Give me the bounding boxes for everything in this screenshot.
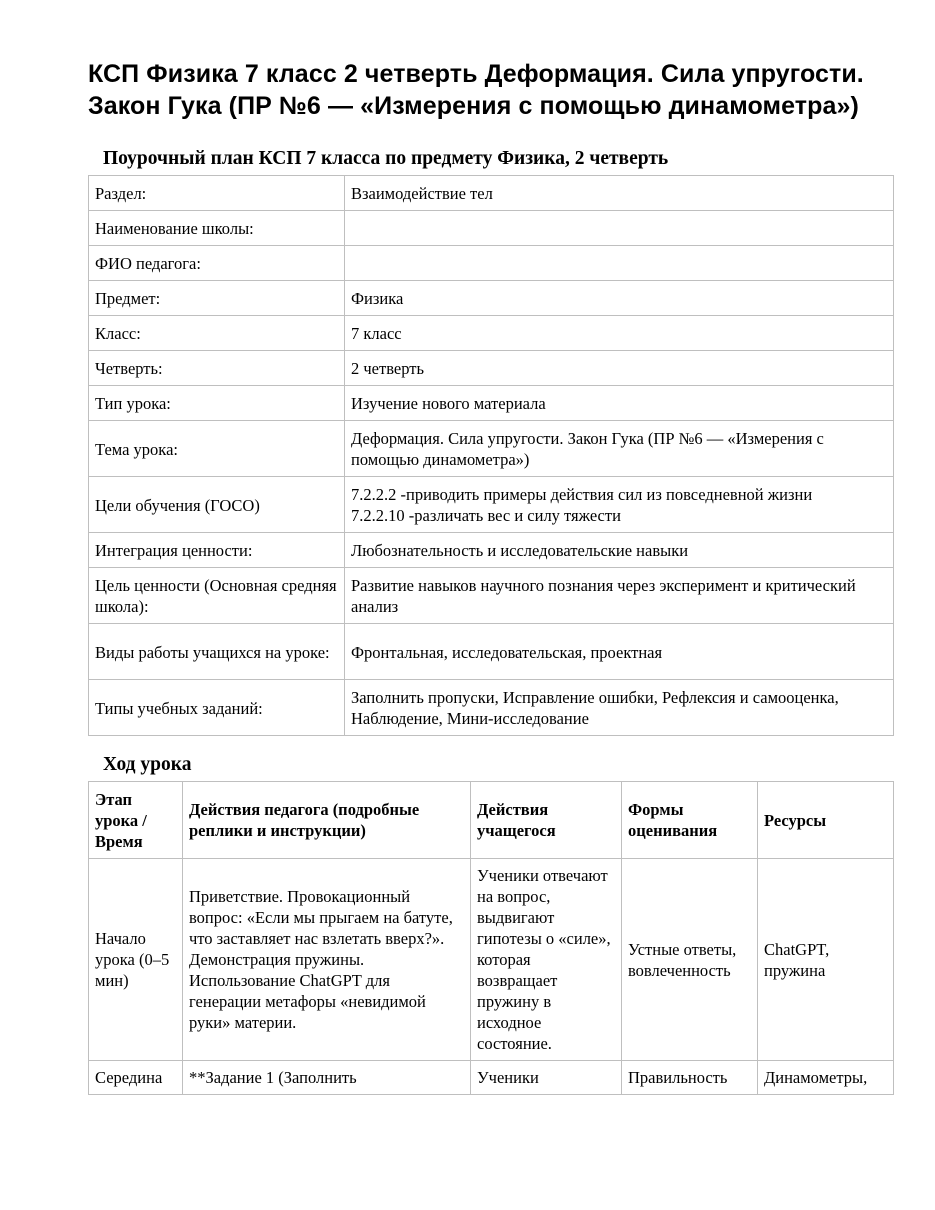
teacher-actions-cell: Приветствие. Провокационный вопрос: «Если мы прыгаем на батуте, что заставляет нас взлетать вверх?». Демонстрация пружины. Использование ChatGPT для генерации метафоры «невидимой руки» материи. [183, 859, 471, 1061]
lesson-info-table [88, 175, 894, 736]
info-label: Раздел: [89, 176, 345, 211]
info-value [345, 246, 894, 281]
info-value [345, 211, 894, 246]
info-row-objectives [89, 477, 894, 533]
lesson-progress-heading: Ход урока [103, 754, 192, 775]
column-header-stage: Этап урока / Время [89, 782, 183, 859]
info-row-quarter [89, 351, 894, 386]
student-actions-cell: Ученики отвечают на вопрос, выдвигают гипотезы о «силе», которая возвращает пружину в исходное состояние. [471, 859, 622, 1061]
info-value: Заполнить пропуски, Исправление ошибки, Рефлексия и самооценка, Наблюдение, Мини-исследование [345, 680, 894, 736]
info-row-value-goal [89, 568, 894, 624]
info-row-school [89, 211, 894, 246]
info-label: Типы учебных заданий: [89, 680, 345, 736]
info-value [345, 477, 894, 533]
info-label: Четверть: [89, 351, 345, 386]
info-label: Цели обучения (ГОСО) [89, 477, 345, 533]
info-row-topic [89, 421, 894, 477]
info-label: Цель ценности (Основная средняя школа): [89, 568, 345, 624]
table-header-row [89, 782, 894, 859]
document-title: КСП Физика 7 класс 2 четверть Деформация. Сила упругости. Закон Гука (ПР №6 — «Измерения с помощью динамометра») [88, 60, 864, 120]
info-label: Наименование школы: [89, 211, 345, 246]
resources-cell: Динамометры, [758, 1061, 894, 1095]
info-row-teacher [89, 246, 894, 281]
info-label: Класс: [89, 316, 345, 351]
objective-line: 7.2.2.10 -различать вес и силу тяжести [351, 506, 621, 525]
info-value: Любознательность и исследовательские навыки [345, 533, 894, 568]
stage-cell: Начало урока (0–5 мин) [89, 859, 183, 1061]
info-value: Фронтальная, исследовательская, проектная [345, 624, 894, 680]
info-value: Развитие навыков научного познания через эксперимент и критический анализ [345, 568, 894, 624]
assessment-cell: Правильность [622, 1061, 758, 1095]
info-row-grade [89, 316, 894, 351]
table-row [89, 859, 894, 1061]
info-value: Взаимодействие тел [345, 176, 894, 211]
info-value: Физика [345, 281, 894, 316]
resources-cell: ChatGPT, пружина [758, 859, 894, 1061]
info-label: Тип урока: [89, 386, 345, 421]
info-value: Деформация. Сила упругости. Закон Гука (ПР №6 — «Измерения с помощью динамометра») [345, 421, 894, 477]
info-row-subject [89, 281, 894, 316]
document-page [88, 58, 893, 1095]
teacher-actions-cell: **Задание 1 (Заполнить [183, 1061, 471, 1095]
info-value: 7 класс [345, 316, 894, 351]
lesson-progress-table [88, 781, 894, 1095]
column-header-assessment: Формы оценивания [622, 782, 758, 859]
info-label: Виды работы учащихся на уроке: [89, 624, 345, 680]
info-label: Интеграция ценности: [89, 533, 345, 568]
info-row-work-types [89, 624, 894, 680]
student-actions-cell: Ученики [471, 1061, 622, 1095]
column-header-resources: Ресурсы [758, 782, 894, 859]
info-row-lesson-type [89, 386, 894, 421]
column-header-student-actions: Действия учащегося [471, 782, 622, 859]
info-label: ФИО педагога: [89, 246, 345, 281]
info-label: Тема урока: [89, 421, 345, 477]
info-label: Предмет: [89, 281, 345, 316]
column-header-teacher-actions: Действия педагога (подробные реплики и инструкции) [183, 782, 471, 859]
table-row [89, 1061, 894, 1095]
objective-line: 7.2.2.2 -приводить примеры действия сил из повседневной жизни [351, 485, 813, 504]
plan-heading: Поурочный план КСП 7 класса по предмету Физика, 2 четверть [103, 148, 669, 169]
info-value: 2 четверть [345, 351, 894, 386]
info-row-section [89, 176, 894, 211]
info-row-task-types [89, 680, 894, 736]
stage-cell: Середина [89, 1061, 183, 1095]
assessment-cell: Устные ответы, вовлеченность [622, 859, 758, 1061]
info-value: Изучение нового материала [345, 386, 894, 421]
info-row-value-integration [89, 533, 894, 568]
